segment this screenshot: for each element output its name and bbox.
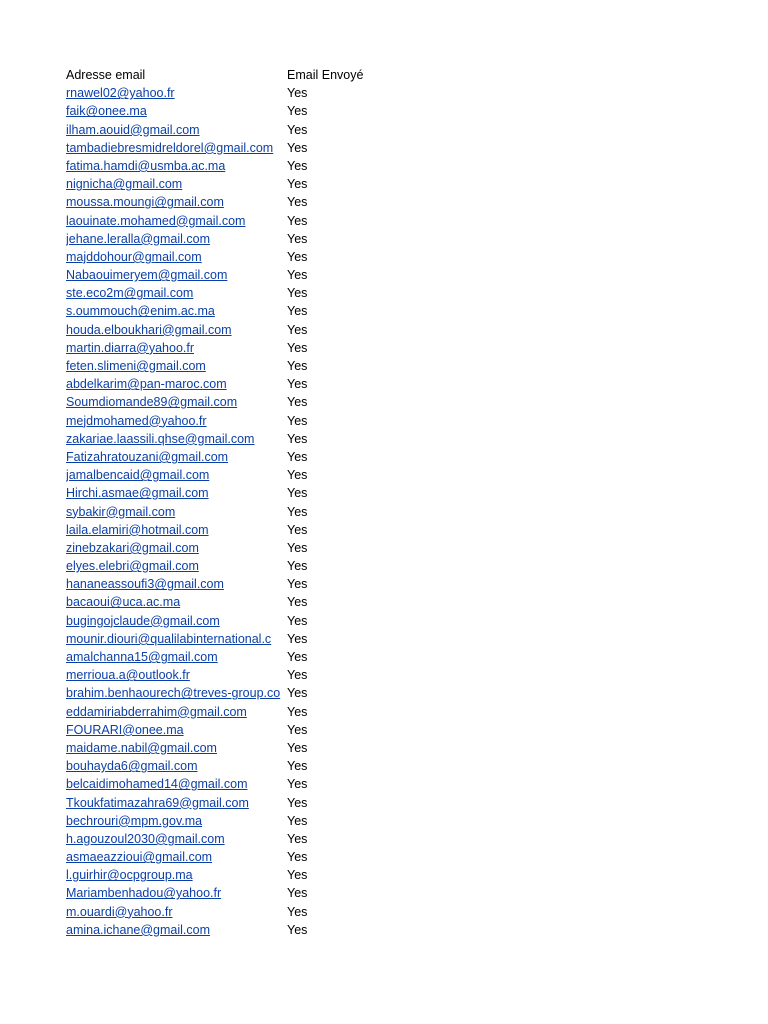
- email-link[interactable]: laouinate.mohamed@gmail.com: [66, 213, 246, 228]
- email-sent-cell: Yes: [287, 304, 308, 319]
- table-row: [66, 302, 706, 320]
- email-cell: [66, 466, 287, 484]
- table-row: [66, 866, 706, 884]
- email-link[interactable]: hananeassoufi3@gmail.com: [66, 577, 224, 592]
- email-sent-cell: Yes: [287, 650, 308, 664]
- email-cell: [66, 157, 287, 175]
- email-link[interactable]: maidame.nabil@gmail.com: [66, 740, 217, 755]
- table-row: [66, 903, 706, 921]
- email-sent-cell: Yes: [287, 850, 308, 865]
- email-link[interactable]: sybakir@gmail.com: [66, 504, 176, 519]
- email-sheet: [66, 66, 706, 939]
- email-link[interactable]: Tkoukfatimazahra69@gmail.com: [66, 795, 249, 810]
- table-row: [66, 503, 706, 521]
- email-cell: [66, 175, 287, 193]
- email-cell: [66, 139, 287, 157]
- table-row: [66, 121, 706, 139]
- email-link[interactable]: tambadiebresmidreldorel@gmail.com: [66, 140, 274, 155]
- header-email: Adresse email: [66, 68, 146, 82]
- email-cell: [66, 102, 287, 120]
- email-link[interactable]: ste.eco2m@gmail.com: [66, 286, 194, 301]
- table-row: [66, 557, 706, 575]
- table-row: [66, 212, 706, 230]
- email-sent-cell: Yes: [287, 777, 308, 792]
- table-row: [66, 794, 706, 812]
- email-link[interactable]: jehane.leralla@gmail.com: [66, 231, 211, 246]
- email-cell: [66, 321, 287, 339]
- email-link[interactable]: jamalbencaid@gmail.com: [66, 468, 210, 483]
- email-link[interactable]: elyes.elebri@gmail.com: [66, 559, 199, 574]
- table-row: [66, 157, 706, 175]
- email-cell: [66, 575, 287, 593]
- email-sent-cell: Yes: [287, 286, 308, 301]
- table-row: [66, 593, 706, 611]
- email-sent-cell: Yes: [287, 377, 308, 392]
- email-cell: [66, 212, 287, 230]
- email-cell: [66, 557, 287, 575]
- table-row: [66, 248, 706, 266]
- email-link[interactable]: Mariambenhadou@yahoo.fr: [66, 886, 222, 901]
- table-row: [66, 448, 706, 466]
- table-row: [66, 393, 706, 411]
- email-link[interactable]: FOURARI@onee.ma: [66, 722, 184, 737]
- email-sent-cell: Yes: [287, 722, 308, 737]
- email-link[interactable]: eddamiriabderrahim@gmail.com: [66, 704, 247, 719]
- email-cell: [66, 375, 287, 393]
- email-cell: [66, 684, 287, 702]
- email-sent-cell: Yes: [287, 158, 308, 173]
- email-sent-cell: Yes: [287, 86, 308, 101]
- table-row: [66, 430, 706, 448]
- email-link[interactable]: nignicha@gmail.com: [66, 177, 183, 192]
- email-link[interactable]: s.oummouch@enim.ac.ma: [66, 304, 215, 319]
- email-link[interactable]: bugingojclaude@gmail.com: [66, 613, 220, 628]
- email-cell: [66, 230, 287, 248]
- email-link[interactable]: zakariae.laassili.qhse@gmail.com: [66, 431, 255, 446]
- email-cell: [66, 357, 287, 375]
- header-email-sent: Email Envoyé: [287, 68, 364, 82]
- table-row: [66, 102, 706, 120]
- email-link[interactable]: belcaidimohamed14@gmail.com: [66, 777, 248, 792]
- email-cell: [66, 121, 287, 139]
- email-cell: [66, 775, 287, 793]
- email-cell: [66, 539, 287, 557]
- email-sent-cell: Yes: [287, 140, 308, 155]
- email-sent-cell: Yes: [287, 577, 308, 592]
- table-row: [66, 139, 706, 157]
- email-sent-cell: Yes: [287, 631, 308, 646]
- table-row: [66, 84, 706, 102]
- email-cell: [66, 648, 287, 666]
- email-link[interactable]: faik@onee.ma: [66, 104, 147, 119]
- email-link[interactable]: feten.slimeni@gmail.com: [66, 359, 206, 373]
- email-cell: [66, 503, 287, 521]
- email-link[interactable]: amalchanna15@gmail.com: [66, 650, 218, 664]
- email-link[interactable]: fatima.hamdi@usmba.ac.ma: [66, 158, 226, 173]
- table-row: [66, 703, 706, 721]
- email-sent-cell: Yes: [287, 268, 308, 283]
- email-sent-cell: Yes: [287, 213, 308, 228]
- email-sent-cell: Yes: [287, 595, 308, 610]
- email-link[interactable]: bechrouri@mpm.gov.ma: [66, 813, 203, 828]
- email-cell: [66, 739, 287, 757]
- email-cell: [66, 884, 287, 902]
- email-link[interactable]: martin.diarra@yahoo.fr: [66, 340, 195, 355]
- table-row: [66, 721, 706, 739]
- email-sent-cell: Yes: [287, 195, 308, 210]
- email-cell: [66, 903, 287, 921]
- email-sent-cell: Yes: [287, 231, 308, 246]
- email-link[interactable]: zinebzakari@gmail.com: [66, 540, 199, 555]
- table-row: [66, 575, 706, 593]
- email-cell: [66, 484, 287, 502]
- email-cell: [66, 830, 287, 848]
- email-sent-cell: Yes: [287, 177, 308, 192]
- email-sent-cell: Yes: [287, 922, 308, 937]
- email-cell: [66, 302, 287, 320]
- email-cell: [66, 593, 287, 611]
- email-cell: [66, 339, 287, 357]
- email-sent-cell: Yes: [287, 486, 308, 501]
- email-link[interactable]: Hirchi.asmae@gmail.com: [66, 486, 209, 501]
- email-sent-cell: Yes: [287, 359, 308, 373]
- email-link[interactable]: mejdmohamed@yahoo.fr: [66, 413, 207, 428]
- email-cell: [66, 612, 287, 630]
- table-row: [66, 648, 706, 666]
- table-row: [66, 612, 706, 630]
- table-row: [66, 666, 706, 684]
- email-sent-cell: Yes: [287, 431, 308, 446]
- email-link[interactable]: h.agouzoul2030@gmail.com: [66, 831, 225, 846]
- email-link[interactable]: mounir.diouri@qualilabinternational.c: [66, 631, 272, 646]
- email-cell: [66, 248, 287, 266]
- email-link[interactable]: Nabaouimeryem@gmail.com: [66, 268, 228, 283]
- table-row: [66, 684, 706, 702]
- email-link[interactable]: abdelkarim@pan-maroc.com: [66, 377, 227, 392]
- email-sent-cell: Yes: [287, 122, 308, 137]
- email-cell: [66, 703, 287, 721]
- email-sent-cell: Yes: [287, 868, 308, 883]
- email-link[interactable]: Soumdiomande89@gmail.com: [66, 395, 238, 410]
- email-cell: [66, 193, 287, 211]
- email-sent-cell: Yes: [287, 831, 308, 846]
- email-link[interactable]: moussa.moungi@gmail.com: [66, 195, 224, 210]
- table-row: [66, 412, 706, 430]
- table-row: [66, 466, 706, 484]
- table-row: [66, 830, 706, 848]
- table-row: [66, 339, 706, 357]
- table-row: [66, 521, 706, 539]
- email-cell: [66, 630, 287, 648]
- email-sent-cell: Yes: [287, 559, 308, 574]
- email-cell: [66, 448, 287, 466]
- email-sent-cell: Yes: [287, 449, 308, 464]
- email-link[interactable]: amina.ichane@gmail.com: [66, 922, 211, 937]
- table-row: [66, 175, 706, 193]
- table-row: [66, 193, 706, 211]
- email-link[interactable]: merrioua.a@outlook.fr: [66, 668, 190, 683]
- table-row: [66, 357, 706, 375]
- email-link[interactable]: houda.elboukhari@gmail.com: [66, 322, 232, 337]
- table-row: [66, 321, 706, 339]
- email-sent-cell: Yes: [287, 249, 308, 264]
- email-cell: [66, 921, 287, 939]
- email-cell: [66, 794, 287, 812]
- email-cell: [66, 866, 287, 884]
- email-sent-cell: Yes: [287, 413, 308, 428]
- table-row: [66, 739, 706, 757]
- email-link[interactable]: bouhayda6@gmail.com: [66, 759, 198, 774]
- email-link[interactable]: m.ouardi@yahoo.fr: [66, 904, 173, 919]
- email-cell: [66, 721, 287, 739]
- email-sent-cell: Yes: [287, 322, 308, 337]
- table-row: [66, 630, 706, 648]
- email-cell: [66, 284, 287, 302]
- email-sent-cell: Yes: [287, 904, 308, 919]
- table-row: [66, 484, 706, 502]
- email-sent-cell: Yes: [287, 613, 308, 628]
- email-cell: [66, 266, 287, 284]
- email-rows: [66, 84, 706, 939]
- email-sent-cell: Yes: [287, 340, 308, 355]
- table-row: [66, 539, 706, 557]
- email-cell: [66, 521, 287, 539]
- email-sent-cell: Yes: [287, 540, 308, 555]
- table-row: [66, 375, 706, 393]
- email-sent-cell: Yes: [287, 104, 308, 119]
- email-sent-cell: Yes: [287, 795, 308, 810]
- email-sent-cell: Yes: [287, 668, 308, 683]
- email-sent-cell: Yes: [287, 686, 308, 701]
- email-sent-cell: Yes: [287, 813, 308, 828]
- table-row: [66, 848, 706, 866]
- email-link[interactable]: asmaeazzioui@gmail.com: [66, 850, 213, 865]
- table-row: [66, 757, 706, 775]
- table-row: [66, 884, 706, 902]
- table-row: [66, 921, 706, 939]
- email-link[interactable]: brahim.benhaourech@treves-group.co: [66, 686, 281, 701]
- header-row: [66, 66, 706, 84]
- email-link[interactable]: laila.elamiri@hotmail.com: [66, 522, 209, 537]
- email-link[interactable]: Fatizahratouzani@gmail.com: [66, 449, 229, 464]
- table-row: [66, 230, 706, 248]
- email-link[interactable]: ilham.aouid@gmail.com: [66, 122, 200, 137]
- email-sent-cell: Yes: [287, 886, 308, 901]
- email-cell: [66, 666, 287, 684]
- email-cell: [66, 848, 287, 866]
- email-link[interactable]: rnawel02@yahoo.fr: [66, 86, 175, 101]
- email-link[interactable]: majddohour@gmail.com: [66, 249, 202, 264]
- email-sent-cell: Yes: [287, 740, 308, 755]
- table-row: [66, 812, 706, 830]
- email-cell: [66, 412, 287, 430]
- table-row: [66, 284, 706, 302]
- table-row: [66, 266, 706, 284]
- email-cell: [66, 393, 287, 411]
- email-link[interactable]: l.guirhir@ocpgroup.ma: [66, 868, 193, 883]
- email-sent-cell: Yes: [287, 395, 308, 410]
- email-link[interactable]: bacaoui@uca.ac.ma: [66, 595, 181, 610]
- email-sent-cell: Yes: [287, 759, 308, 774]
- email-sent-cell: Yes: [287, 522, 308, 537]
- email-cell: [66, 430, 287, 448]
- email-cell: [66, 84, 287, 102]
- email-cell: [66, 812, 287, 830]
- email-sent-cell: Yes: [287, 468, 308, 483]
- email-cell: [66, 757, 287, 775]
- email-sent-cell: Yes: [287, 704, 308, 719]
- email-sent-cell: Yes: [287, 504, 308, 519]
- table-row: [66, 775, 706, 793]
